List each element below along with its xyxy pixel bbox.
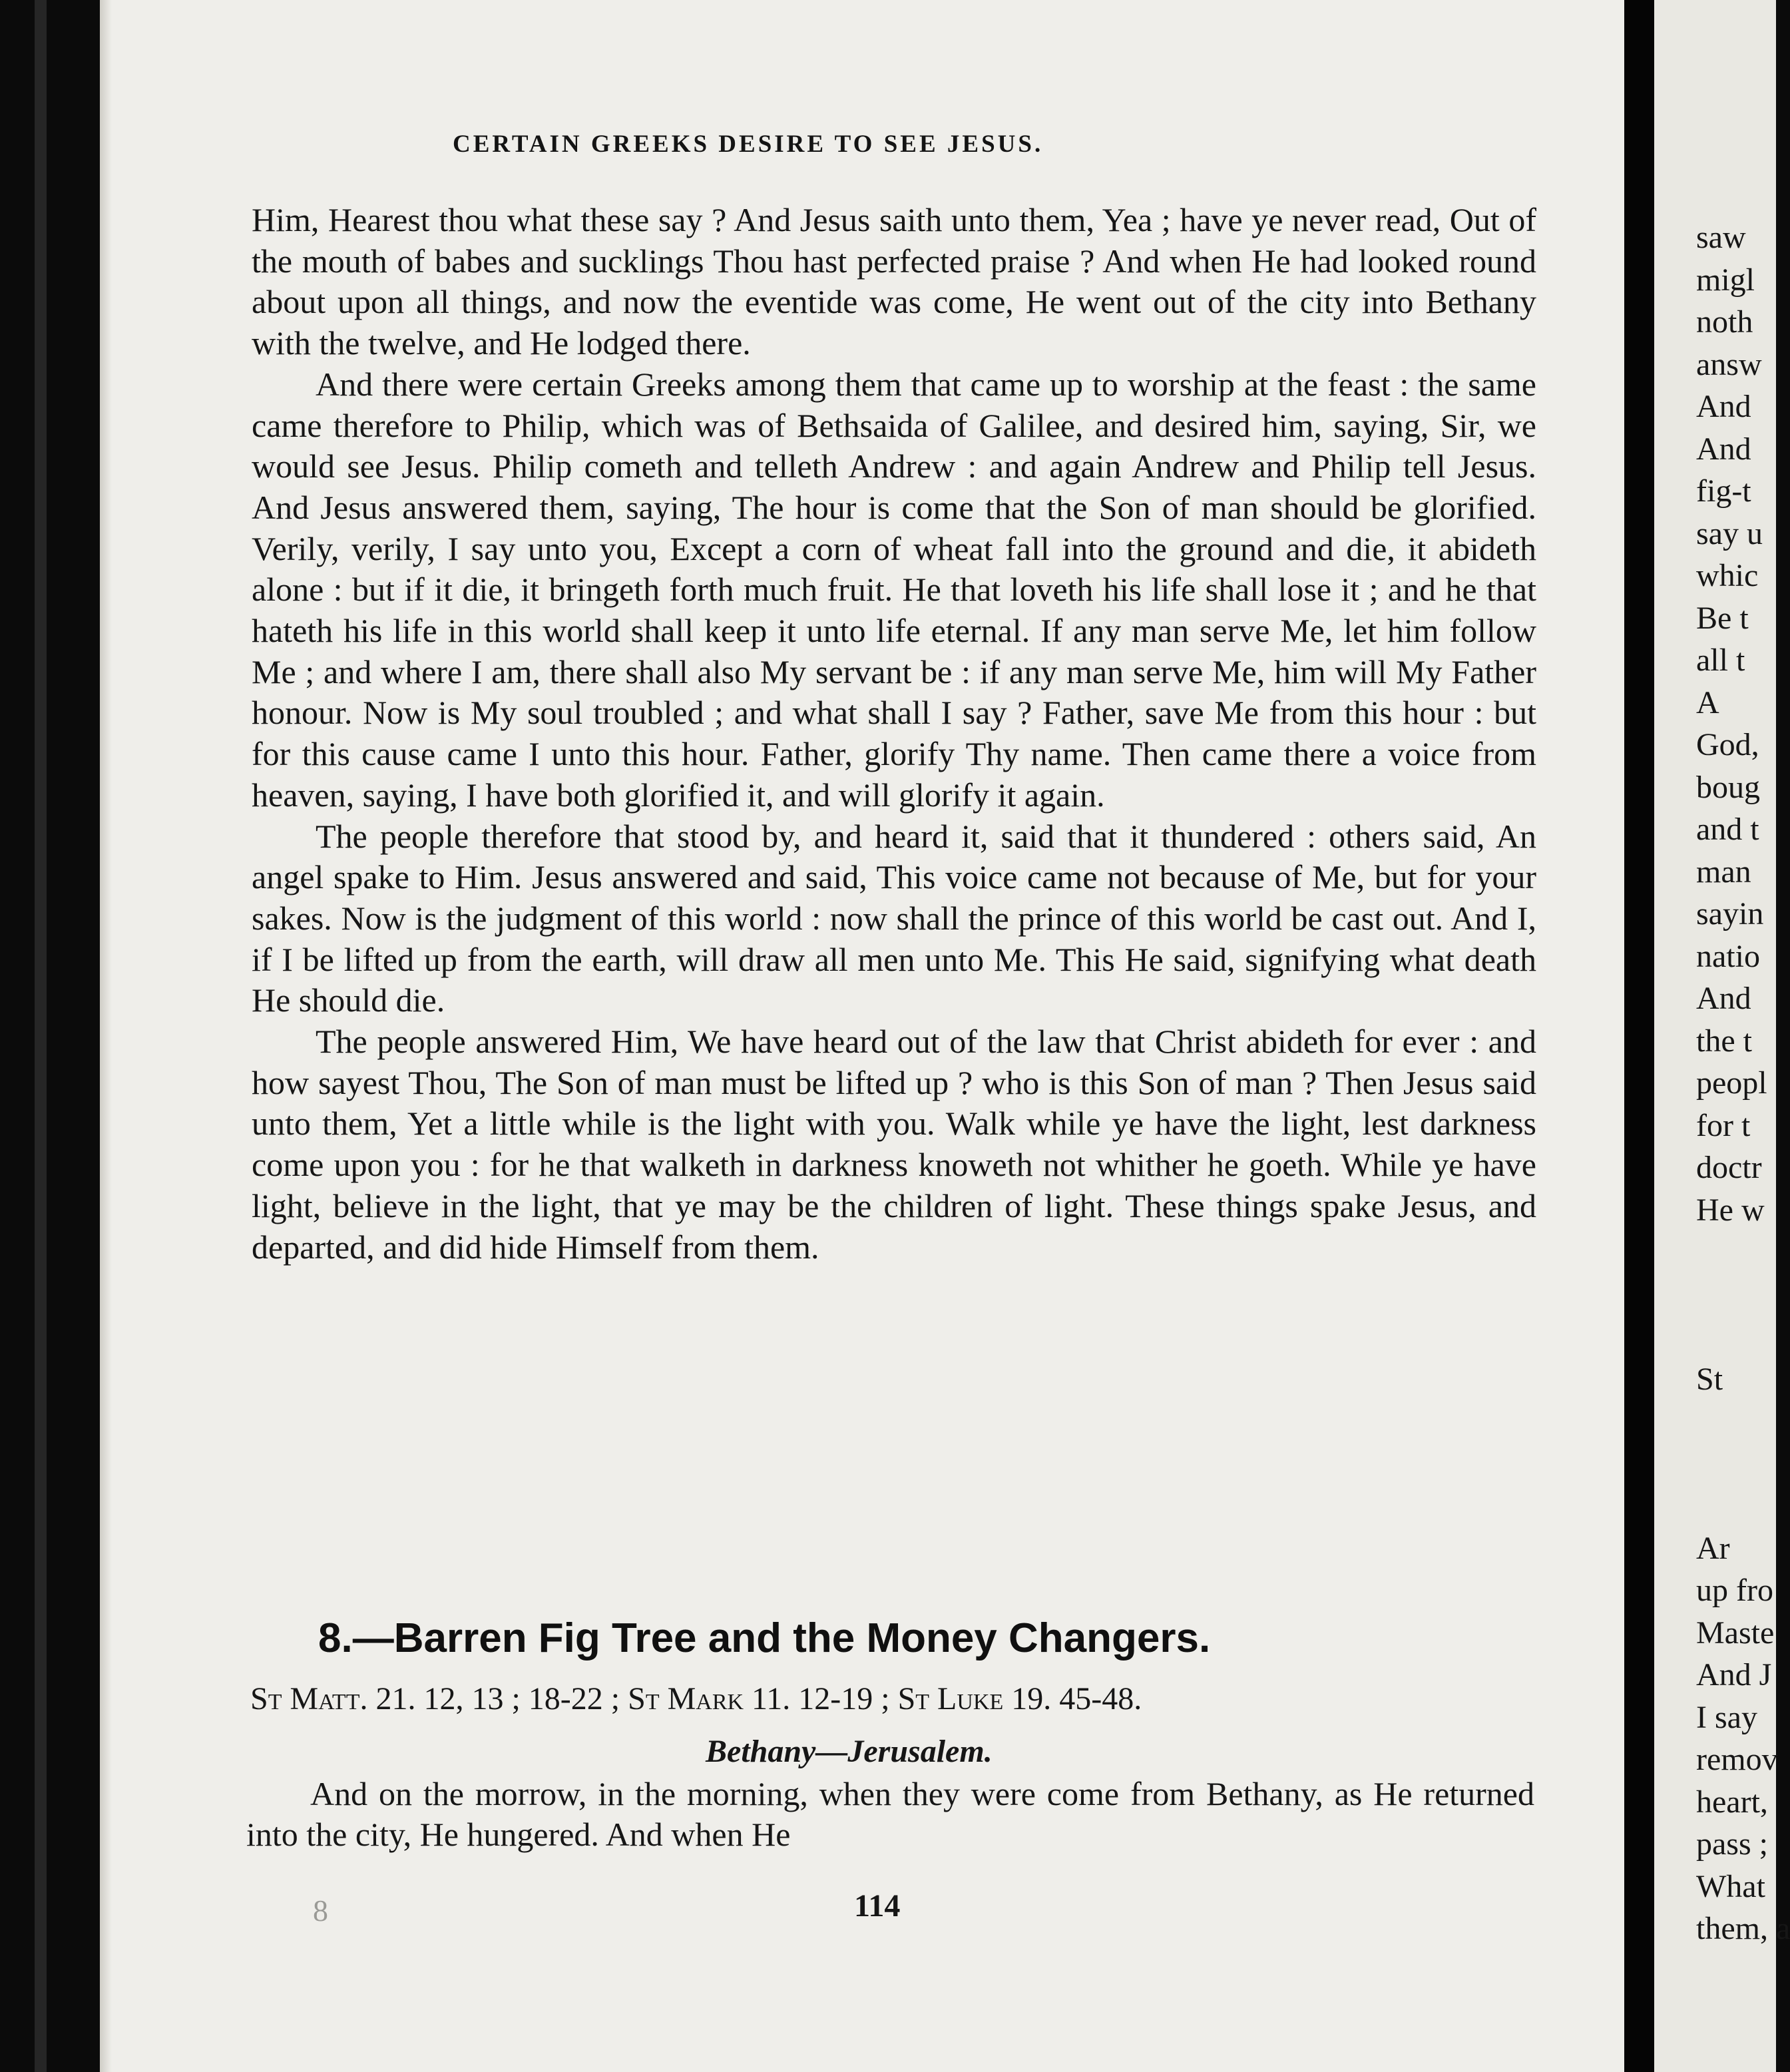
facing-page-line: And xyxy=(1696,981,1751,1016)
facing-page-text xyxy=(1696,216,1790,1950)
final-paragraph xyxy=(246,1774,1534,1855)
facing-page-line: noth xyxy=(1696,304,1753,340)
facing-page-line: What xyxy=(1696,1868,1765,1904)
margin-mark: 8 xyxy=(313,1894,328,1928)
facing-page-line: Maste xyxy=(1696,1615,1775,1651)
running-header: CERTAIN GREEKS DESIRE TO SEE JESUS. xyxy=(453,130,1044,158)
facing-page-line xyxy=(1696,1316,1790,1358)
paragraph-3: The people therefore that stood by, and heard it, said that it thundered : others said, An angel spake to Him. Jesus answered and said, This voice came not because of Me, but for your sakes. Now is the judgment of this world : now shall the prince of this world be cast out. And I, if I be lifted up from the earth, will draw all men unto Me. This He said, signifying what death He should die. xyxy=(252,817,1536,1019)
facing-page-line: man xyxy=(1696,854,1751,890)
paragraph-1: Him, Hearest thou what these say ? And Jesus saith unto them, Yea ; have ye never read, Out of the mouth of babes and sucklings Thou hast perfected praise ? And when He had looked round about upon all things, and now the eventide was come, He went out of the city into Bethany with the twelve, and He lodged there. xyxy=(252,201,1536,362)
facing-page-line: Be t xyxy=(1696,600,1749,636)
facing-page-line: all t xyxy=(1696,643,1745,678)
facing-page-line: saw xyxy=(1696,220,1746,255)
facing-page-line: say u xyxy=(1696,515,1763,551)
facing-page-line: And xyxy=(1696,389,1751,424)
facing-page-line: Ar xyxy=(1696,1530,1730,1566)
facing-page-line: I say xyxy=(1696,1699,1757,1735)
facing-page-line: answ xyxy=(1696,346,1762,382)
facing-page-line: St xyxy=(1696,1361,1723,1397)
facing-page-line: remov xyxy=(1696,1742,1778,1777)
facing-page-line: the t xyxy=(1696,1023,1752,1059)
body-text xyxy=(252,200,1536,1268)
facing-page-line: A xyxy=(1696,684,1719,720)
facing-page-line: And xyxy=(1696,431,1751,467)
facing-page-line: them, a xyxy=(1696,1911,1790,1946)
facing-page-line: migl xyxy=(1696,262,1755,298)
facing-page-line: whic xyxy=(1696,558,1759,593)
facing-page-line: doctr xyxy=(1696,1150,1762,1185)
book-gutter xyxy=(1624,0,1654,2072)
facing-page-line: And J xyxy=(1696,1657,1772,1692)
facing-page-line xyxy=(1696,1485,1790,1527)
facing-page-line: natio xyxy=(1696,938,1760,974)
facing-page-line: boug xyxy=(1696,769,1760,805)
facing-page-line: sayin xyxy=(1696,896,1764,931)
facing-page-line: up fro xyxy=(1696,1573,1773,1608)
section-title: 8.—Barren Fig Tree and the Money Changers. xyxy=(318,1615,1211,1661)
facing-page-line: heart, xyxy=(1696,1784,1768,1820)
facing-page-line: pass ; xyxy=(1696,1826,1768,1862)
facing-page-line xyxy=(1696,1274,1790,1316)
facing-page-line: and t xyxy=(1696,812,1759,847)
page-number: 114 xyxy=(854,1888,901,1924)
paragraph-2: And there were certain Greeks among them that came up to worship at the feast : the same came therefore to Philip, which was of Bethsaida of Galilee, and desired him, saying, Sir, we would see Jesus. Philip cometh and telleth Andrew : and again Andrew and Philip tell Jesus. And Jesus answered them, saying, The hour is come that the Son of man should be glorified. Verily, verily, I say unto you, Except a corn of wheat fall into the ground and die, it abideth alone : but if it die, it bringeth forth much fruit. He that loveth his life shall lose it ; and he that hateth his life in this world shall keep it unto life eternal. If any man serve Me, let him follow Me ; and where I am, there shall also My servant be : if any man serve Me, him will My Father honour. Now is My soul troubled ; and what shall I say ? Father, save Me from this hour : but for this cause came I unto this hour. Father, glorify Thy name. Then came there a voice from heaven, saying, I have both glorified it, and will glorify it again. xyxy=(252,365,1536,814)
facing-page-line xyxy=(1696,1231,1790,1274)
facing-page-line: for t xyxy=(1696,1107,1751,1143)
facing-page-line: God, xyxy=(1696,727,1759,762)
facing-page-line: fig-t xyxy=(1696,473,1751,509)
left-binding-rule xyxy=(35,0,47,2072)
facing-page-line: peopl xyxy=(1696,1065,1767,1101)
location-subtitle: Bethany—Jerusalem. xyxy=(706,1734,993,1769)
facing-page-line xyxy=(1696,1443,1790,1485)
paragraph-5: And on the morrow, in the morning, when they were come from Bethany, as He returned into the city, He hungered. And when He xyxy=(246,1775,1534,1853)
facing-page-line: He w xyxy=(1696,1192,1765,1228)
paragraph-4: The people answered Him, We have heard out of the law that Christ abideth for ever : and how sayest Thou, The Son of man must be lifted up ? who is this Son of man ? Then Jesus said unto them, Yet a little while is the light with you. Walk while ye have the light, lest darkness come upon you : for he that walketh in darkness knoweth not whither he goeth. While ye have light, believe in the light, that ye may be the children of light. These things spake Jesus, and departed, and did hide Himself from them. xyxy=(252,1023,1536,1266)
facing-page-line xyxy=(1696,1400,1790,1443)
scripture-references: St Matt. 21. 12, 13 ; 18-22 ; St Mark 11. 12-19 ; St Luke 19. 45-48. xyxy=(250,1681,1142,1716)
